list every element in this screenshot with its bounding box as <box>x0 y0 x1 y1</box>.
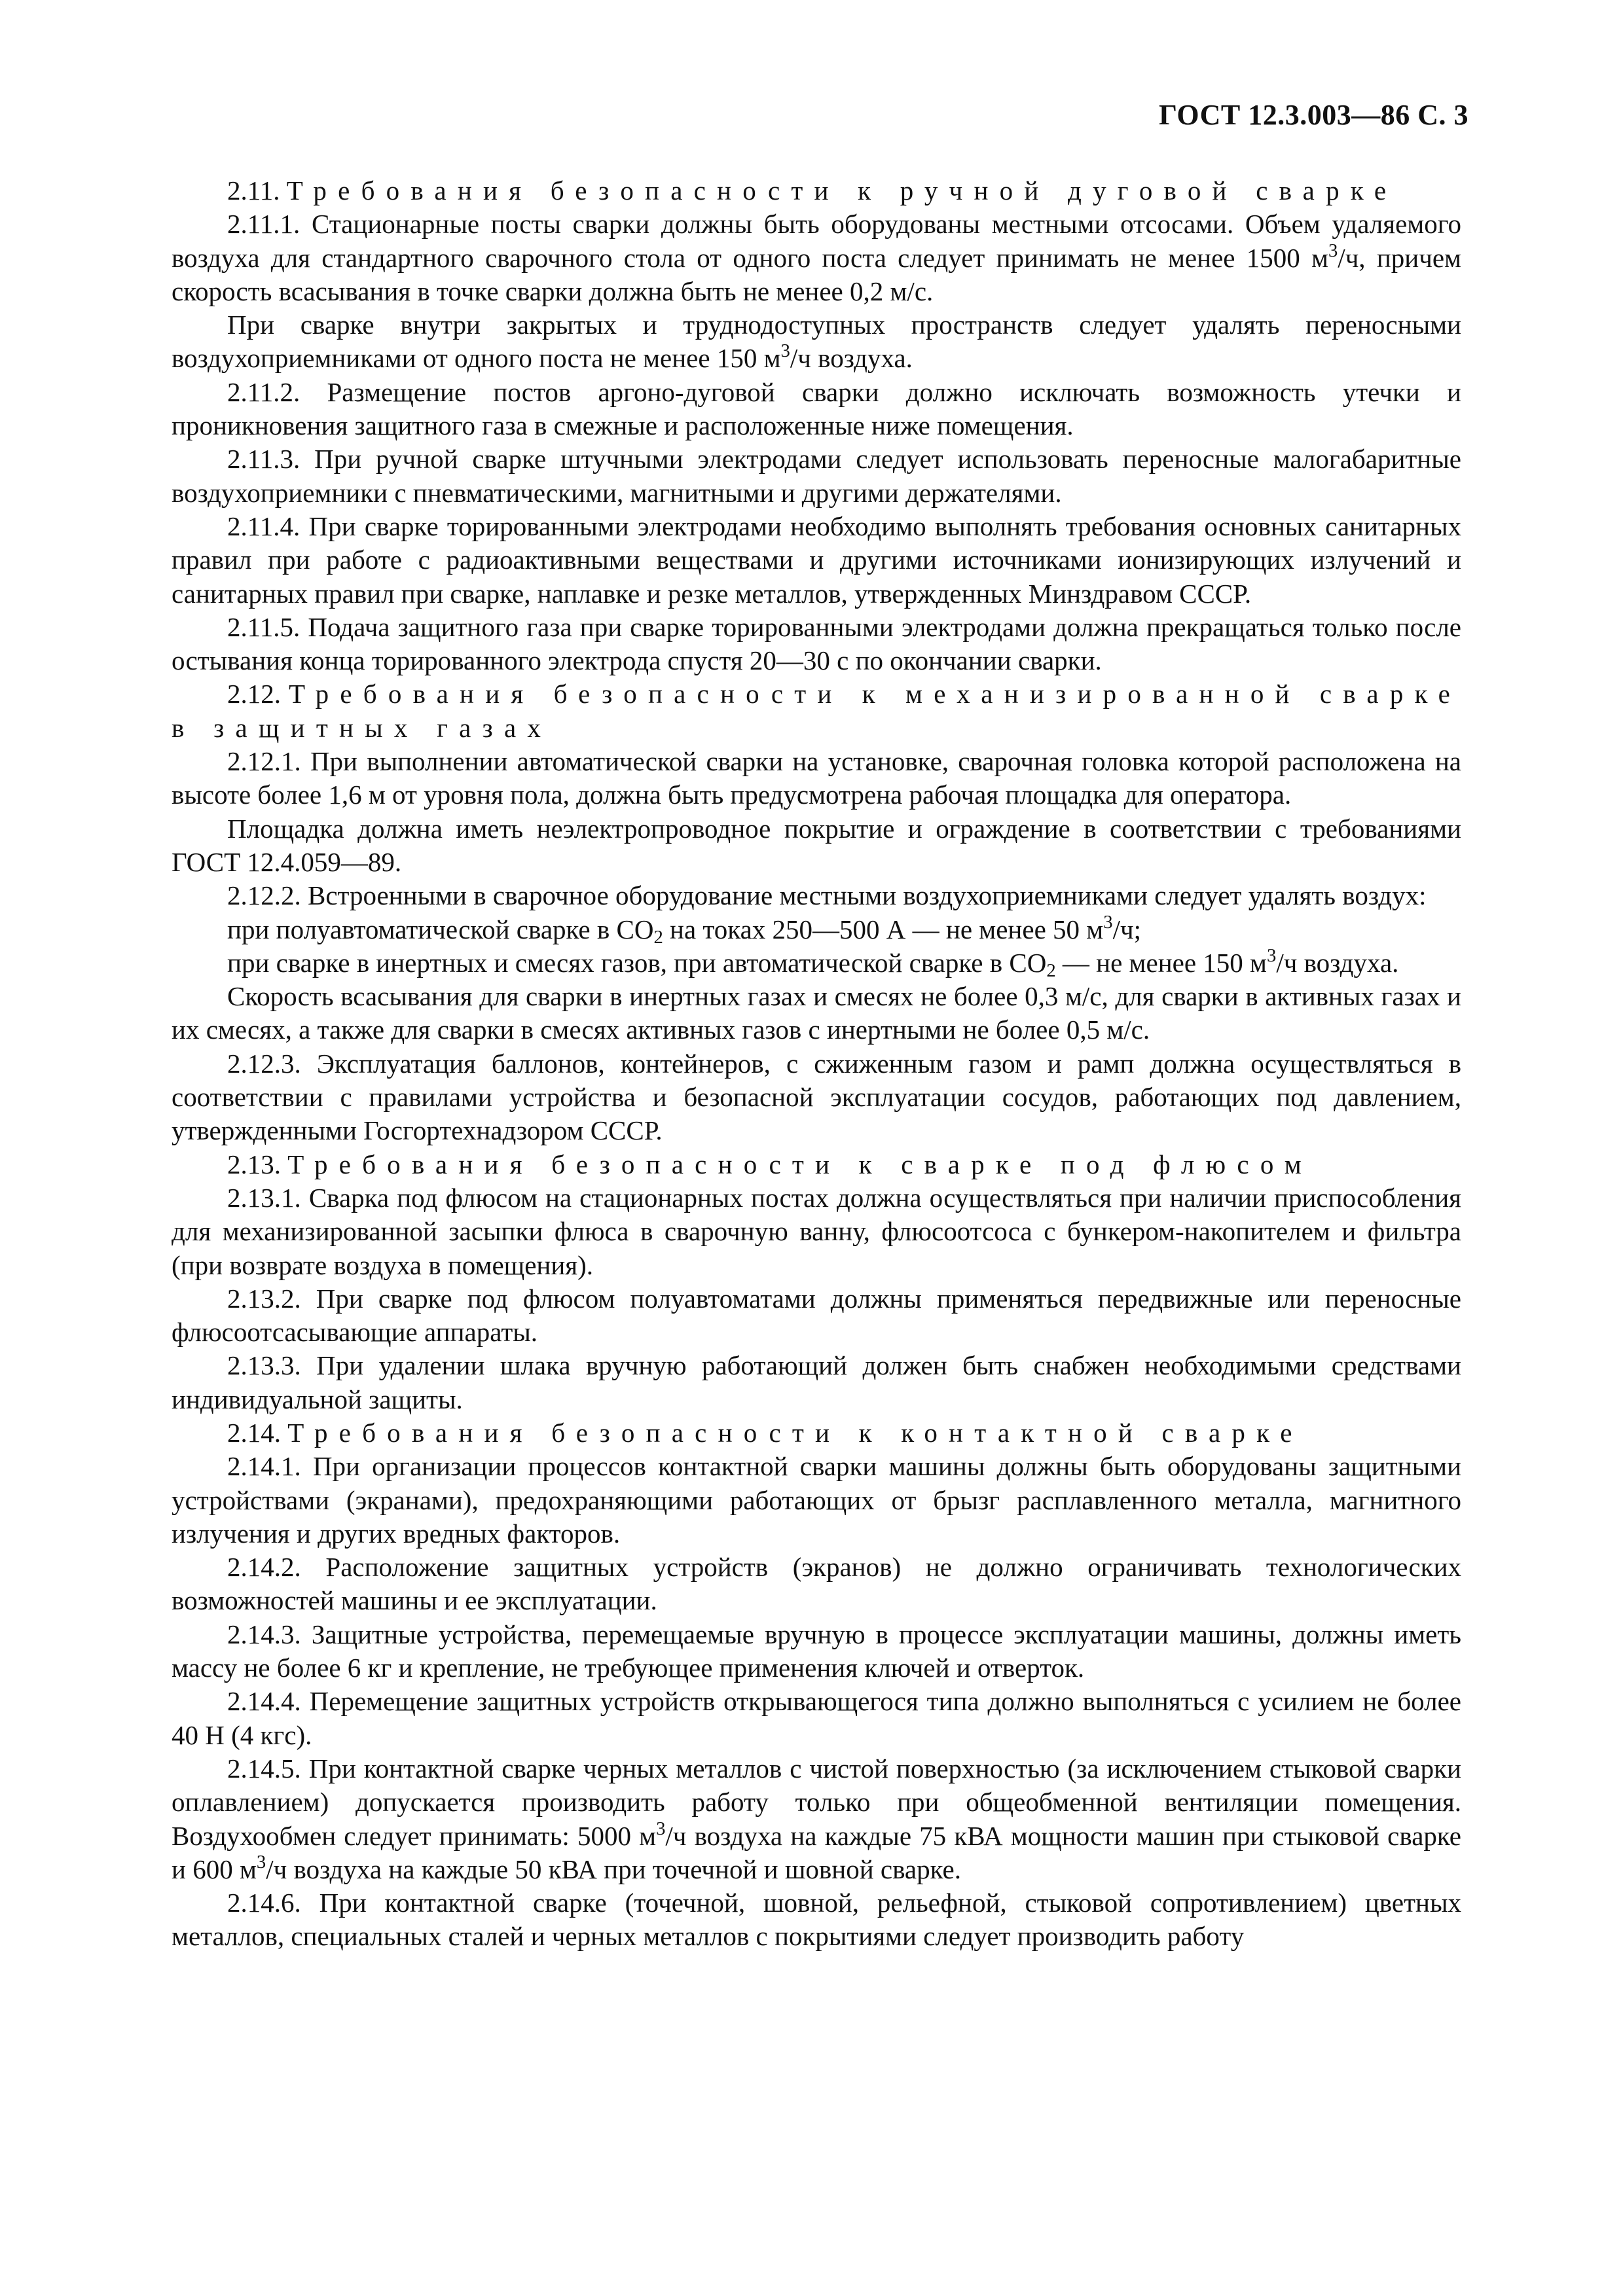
paragraph-2-14-2: 2.14.2. Расположение защитных устройств (экранов) не должно ограничивать технологических возможностей машины и ее эксплуатации. <box>172 1552 1462 1616</box>
paragraph: Площадка должна иметь неэлектропроводное покрытие и ограждение в соответствии с требованиями ГОСТ 12.4.059—89. <box>172 813 1461 877</box>
paragraph-2-14-3: 2.14.3. Защитные устройства, перемещаемые вручную в процессе эксплуатации машины, должны иметь массу не более 6 кг и крепление, не требующее применения ключей и отверток. <box>172 1619 1461 1683</box>
paragraph: При сварке внутри закрытых и труднодоступных пространств следует удалять переносными воздухоприемниками от одного поста не менее 150 $м^3/ч$ воздуха. <box>172 310 1461 374</box>
document-body <box>172 174 1461 1954</box>
paragraph-2-13-2: 2.13.2. При сварке под флюсом полуавтоматами должны применяться передвижные или переносные флюсоотсасывающие аппараты. <box>172 1283 1462 1348</box>
paragraph-2-11-1: 2.11.1. Стационарные посты сварки должны быть оборудованы местными отсосами. Объем удаляемого воздуха для стандартного сварочного стола от одного поста следует принимать не менее 1500 $м^3/ч$, причем скорость всасывания в точке сварки должна быть не менее 0,2 м/с. <box>172 209 1462 306</box>
paragraph-2-11-5: 2.11.5. Подача защитного газа при сварке торированными электродами должна прекращаться только после остывания конца торированного электрода спустя 20—30 с по окончании сварки. <box>172 611 1461 676</box>
section-heading-2-11: 2.11. Требования безопасности к ручной дуговой сварке <box>227 175 1398 206</box>
paragraph-2-14-5: 2.14.5. При контактной сварке черных металлов с чистой поверхностью (за исключением стыковой сварки оплавлением) допускается производить работу только при общеобменной вентиляции помещения. Воздухообмен следует принимать: 5000 $м^3/ч$ воздуха на каждые 75 кВА мощности машин при стыковой сварке и 600 $м^3/ч$ воздуха на каждые 50 кВА при точечной и шовной сварке. <box>172 1753 1461 1884</box>
paragraph-2-13-3: 2.13.3. При удалении шлака вручную работающий должен быть снабжен необходимыми средствами индивидуальной защиты. <box>172 1350 1462 1414</box>
page-header: ГОСТ 12.3.003—86 С. 3 <box>1158 99 1468 131</box>
paragraph-2-13-1: 2.13.1. Сварка под флюсом на стационарных постах должна осуществляться при наличии приспособления для механизированной засыпки флюса в сварочную ванну, флюсоотсоса с бункером-накопителем и фильтра (при возврате воздуха в помещения). <box>172 1182 1462 1280</box>
section-heading-2-12: 2.12. Требования безопасности к механизированной сварке в защитных газах <box>172 679 1461 743</box>
section-heading-2-13: 2.13. Требования безопасности к сварке под флюсом <box>227 1149 1313 1179</box>
paragraph-2-11-2: 2.11.2. Размещение постов аргоно-дуговой сварки должно исключать возможность утечки и проникновения защитного газа в смежные и расположенные ниже помещения. <box>172 376 1462 441</box>
paragraph: при сварке в инертных и смесях газов, при автоматической сварке в $CO_2$ — не менее 150 $м^3/ч$ воздуха. <box>227 945 1399 981</box>
paragraph-2-11-3: 2.11.3. При ручной сварке штучными электродами следует использовать переносные малогабаритные воздухоприемники с пневматическими, магнитными и другими держателями. <box>172 444 1461 508</box>
paragraph-2-12-2: 2.12.2. Встроенными в сварочное оборудование местными воздухоприемниками следует удалять воздух: <box>227 880 1427 911</box>
section-heading-2-14: 2.14. Требования безопасности к контактной сварке <box>227 1417 1304 1448</box>
paragraph-2-14-6: 2.14.6. При контактной сварке (точечной, шовной, рельефной, стыковой сопротивлением) цветных металлов, специальных сталей и черных металлов с покрытиями следует производить работу <box>172 1888 1461 1952</box>
paragraph-2-12-1: 2.12.1. При выполнении автоматической сварки на установке, сварочная головка которой расположена на высоте более 1,6 м от уровня пола, должна быть предусмотрена рабочая площадка для оператора. <box>172 746 1461 810</box>
paragraph: Скорость всасывания для сварки в инертных газах и смесях не более 0,3 м/с, для сварки в активных газах и их смесях, а также для сварки в смесях активных газов с инертными не более 0,5 м/с. <box>172 981 1461 1045</box>
paragraph-2-11-4: 2.11.4. При сварке торированными электродами необходимо выполнять требования основных санитарных правил при работе с радиоактивными веществами и другими источниками ионизирующих излучений и санитарных правил при сварке, наплавке и резке металлов, утвержденных Минздравом СССР. <box>172 511 1462 609</box>
paragraph: при полуавтоматической сварке в $CO_2$ на токах 250—500 А — не менее 50 $м^3/ч$; <box>227 911 1141 948</box>
paragraph-2-12-3: 2.12.3. Эксплуатация баллонов, контейнеров, с сжиженным газом и рамп должна осуществляться в соответствии с правилами устройства и безопасной эксплуатации сосудов, работающих под давлением, утвержденными Госгортехнадзором СССР. <box>172 1048 1462 1146</box>
paragraph-2-14-4: 2.14.4. Перемещение защитных устройств открывающегося типа должно выполняться с усилием не более 40 Н (4 кгс). <box>172 1686 1461 1750</box>
paragraph-2-14-1: 2.14.1. При организации процессов контактной сварки машины должны быть оборудованы защитными устройствами (экранами), предохраняющими работающих от брызг расплавленного металла, магнитного излучения и других вредных факторов. <box>172 1451 1462 1549</box>
